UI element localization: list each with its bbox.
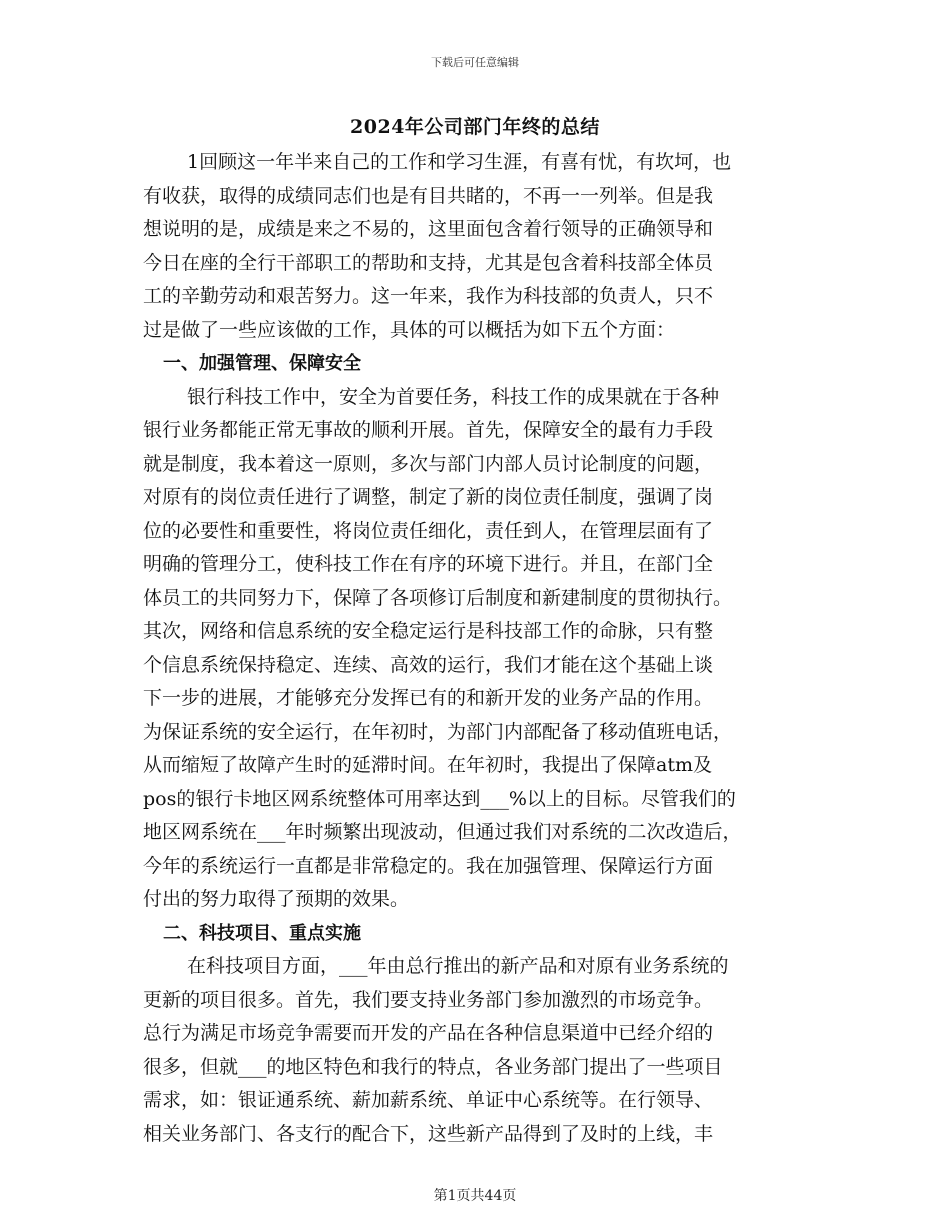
text-line: 今年的系统运行一直都是非常稳定的。我在加强管理、保障运行方面 <box>143 854 714 877</box>
section-heading: 一、加强管理、保障安全 <box>163 353 361 374</box>
text-line: pos的银行卡地区网系统整体可用率达到___%以上的目标。尽管我们的 <box>143 787 736 810</box>
text-line: 需求，如：银证通系统、薪加薪系统、单证中心系统等。在行领导、 <box>143 1089 714 1111</box>
text-line: 银行科技工作中，安全为首要任务，科技工作的成果就在于各种 <box>187 385 720 408</box>
text-line: 相关业务部门、各支行的配合下，这些新产品得到了及时的上线，丰 <box>143 1122 714 1145</box>
text-line: 下一步的进展，才能够充分发挥已有的和新开发的业务产品的作用。 <box>143 687 714 709</box>
text-line: 明确的管理分工，使科技工作在有序的环境下进行。并且，在部门全 <box>143 553 714 575</box>
text-line: 从而缩短了故障产生时的延滞时间。在年初时，我提出了保障atm及 <box>143 754 712 776</box>
section-heading: 二、科技项目、重点实施 <box>163 922 361 944</box>
text-line: 地区网系统在___年时频繁出现波动，但通过我们对系统的二次改造后， <box>143 821 742 843</box>
text-line: 很多，但就___的地区特色和我行的特点，各业务部门提出了一些项目 <box>143 1055 723 1078</box>
text-line: 更新的项目很多。首先，我们要支持业务部门参加激烈的市场竞争。 <box>143 988 714 1011</box>
text-line: 在科技项目方面，___年由总行推出的新产品和对原有业务系统的 <box>187 955 729 977</box>
text-line: 付出的努力取得了预期的效果。 <box>143 888 410 910</box>
text-line: 总行为满足市场竞争需要而开发的产品在各种信息渠道中已经介绍的 <box>143 1022 714 1044</box>
document-title: 2024年公司部门年终的总结 <box>350 116 600 138</box>
text-line: 就是制度，我本着这一原则，多次与部门内部人员讨论制度的问题， <box>143 452 714 475</box>
text-line: 1回顾这一年半来自己的工作和学习生涯，有喜有忧，有坎坷，也 <box>187 151 732 173</box>
document-body <box>143 146 815 1151</box>
text-line: 银行业务都能正常无事故的顺利开展。首先，保障安全的最有力手段 <box>143 419 714 441</box>
text-line: 过是做了一些应该做的工作，具体的可以概括为如下五个方面： <box>143 318 676 341</box>
text-line: 今日在座的全行干部职工的帮助和支持，尤其是包含着科技部全体员 <box>143 251 714 274</box>
text-line: 体员工的共同努力下，保障了各项修订后制度和新建制度的贯彻执行。 <box>143 586 733 609</box>
text-line: 想说明的是，成绩是来之不易的，这里面包含着行领导的正确领导和 <box>143 218 714 240</box>
text-line: 为保证系统的安全运行，在年初时，为部门内部配备了移动值班电话， <box>143 720 733 743</box>
text-line: 对原有的岗位责任进行了调整，制定了新的岗位责任制度，强调了岗 <box>143 486 714 508</box>
text-line: 位的必要性和重要性，将岗位责任细化，责任到人，在管理层面有了 <box>143 519 714 542</box>
page-footer: 第1页共44页 <box>433 1188 517 1204</box>
text-line: 其次，网络和信息系统的安全稳定运行是科技部工作的命脉，只有整 <box>143 620 714 642</box>
page-header: 下载后可任意编辑 <box>431 56 519 69</box>
text-line: 个信息系统保持稳定、连续、高效的运行，我们才能在这个基础上谈 <box>143 653 714 676</box>
text-line: 有收获，取得的成绩同志们也是有目共睹的，不再一一列举。但是我 <box>143 184 714 207</box>
text-line: 工的辛勤劳动和艰苦努力。这一年来，我作为科技部的负责人，只不 <box>143 285 714 307</box>
